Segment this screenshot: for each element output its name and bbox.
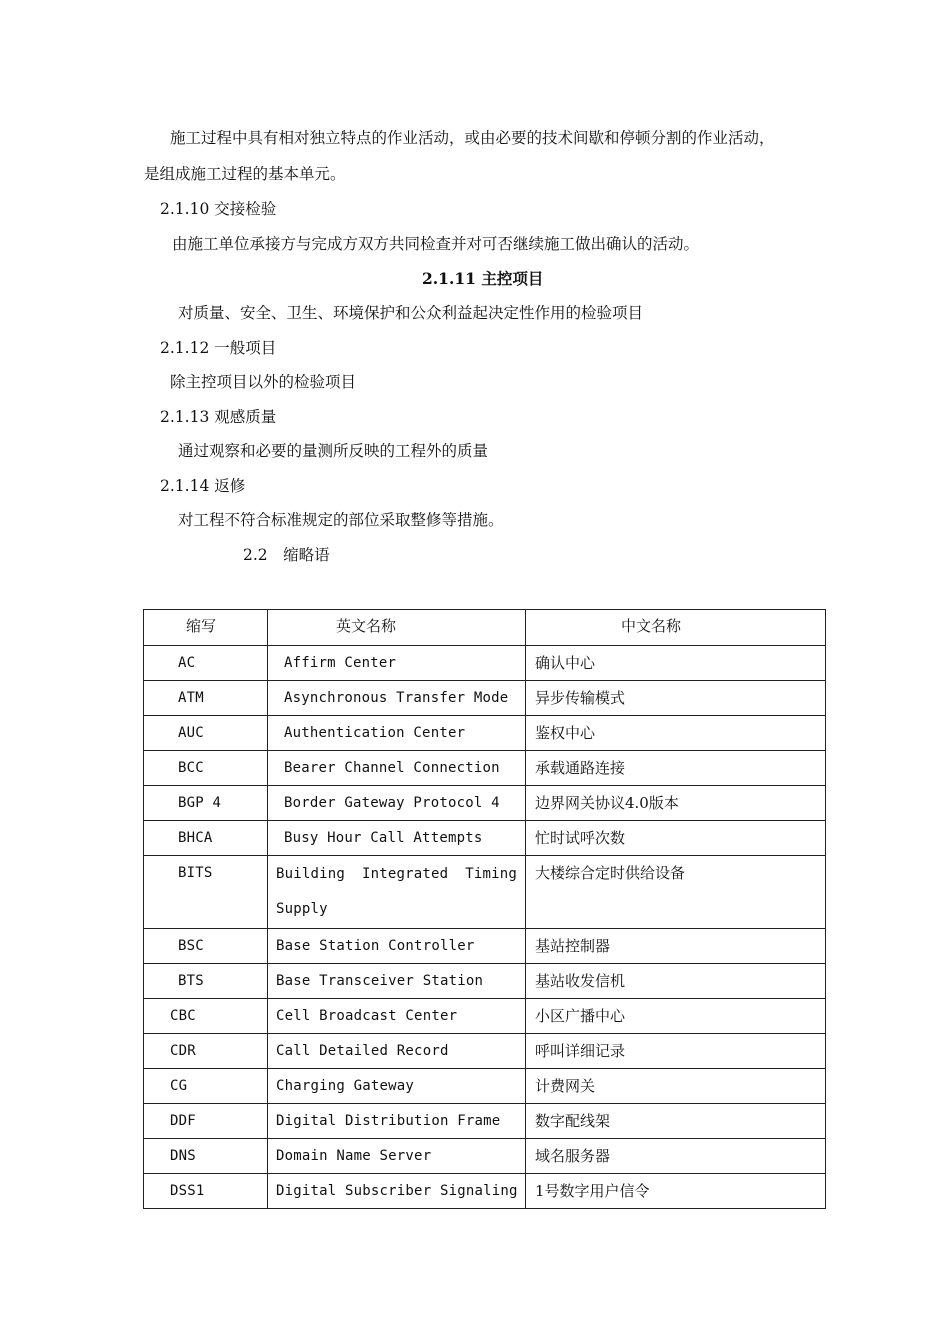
abbr-cell: DNS: [144, 1139, 268, 1174]
chinese-cell: 基站控制器: [526, 929, 826, 964]
abbreviation-table: [143, 609, 826, 1209]
chinese-cell: 1号数字用户信令: [526, 1174, 826, 1209]
abbr-cell: BCC: [144, 751, 268, 786]
column-header-english: 英文名称: [268, 610, 526, 646]
table-row: [144, 821, 826, 856]
english-cell: Base Transceiver Station: [268, 964, 526, 999]
chinese-cell: 异步传输模式: [526, 681, 826, 716]
column-header-abbr: 缩写: [144, 610, 268, 646]
section-heading: 2.1.12 一般项目: [160, 339, 277, 357]
chinese-cell: 呼叫详细记录: [526, 1034, 826, 1069]
abbr-cell: BHCA: [144, 821, 268, 856]
english-cell-line: Building Integrated Timing: [276, 866, 517, 882]
chinese-cell: 数字配线架: [526, 1104, 826, 1139]
abbr-cell: CBC: [144, 999, 268, 1034]
table-row: [144, 999, 826, 1034]
english-cell: [268, 856, 526, 929]
table-row: [144, 1034, 826, 1069]
section-heading: 2.1.13 观感质量: [160, 408, 277, 426]
table-row: [144, 786, 826, 821]
section-heading: 2.1.14 返修: [160, 477, 246, 495]
english-cell: Digital Subscriber Signaling: [268, 1174, 526, 1209]
table-row: [144, 1174, 826, 1209]
table-row: [144, 1069, 826, 1104]
english-cell: Charging Gateway: [268, 1069, 526, 1104]
paragraph: 是组成施工过程的基本单元。: [144, 165, 346, 183]
english-cell: Affirm Center: [268, 646, 526, 681]
english-cell: Bearer Channel Connection: [268, 751, 526, 786]
column-header-chinese: 中文名称: [526, 610, 826, 646]
table-row: [144, 1104, 826, 1139]
abbr-cell: DSS1: [144, 1174, 268, 1209]
paragraph: 对质量、安全、卫生、环境保护和公众利益起决定性作用的检验项目: [178, 304, 644, 322]
paragraph: 通过观察和必要的量测所反映的工程外的质量: [178, 442, 489, 460]
abbr-cell: BGP 4: [144, 786, 268, 821]
chinese-cell: 忙时试呼次数: [526, 821, 826, 856]
english-cell: Call Detailed Record: [268, 1034, 526, 1069]
english-cell: Asynchronous Transfer Mode: [268, 681, 526, 716]
paragraph: 由施工单位承接方与完成方双方共同检查并对可否继续施工做出确认的活动。: [172, 235, 700, 253]
section-heading: 2.2 缩略语: [243, 546, 330, 564]
chinese-cell: 大楼综合定时供给设备: [526, 856, 826, 929]
english-cell: Busy Hour Call Attempts: [268, 821, 526, 856]
table-row: [144, 646, 826, 681]
chinese-cell: 承载通路连接: [526, 751, 826, 786]
paragraph: 除主控项目以外的检验项目: [170, 373, 357, 391]
table-row: [144, 929, 826, 964]
english-cell: Base Station Controller: [268, 929, 526, 964]
table-row: [144, 964, 826, 999]
table-row: [144, 716, 826, 751]
section-heading: 2.1.11 主控项目: [422, 269, 544, 288]
abbr-cell: ATM: [144, 681, 268, 716]
english-cell-line: Supply: [276, 901, 328, 917]
chinese-cell: 鉴权中心: [526, 716, 826, 751]
english-cell: Digital Distribution Frame: [268, 1104, 526, 1139]
abbr-cell: AUC: [144, 716, 268, 751]
abbr-cell: BSC: [144, 929, 268, 964]
paragraph: 对工程不符合标准规定的部位采取整修等措施。: [178, 511, 504, 529]
table-row: [144, 856, 826, 929]
paragraph: 施工过程中具有相对独立特点的作业活动，或由必要的技术间歇和停顿分割的作业活动，: [170, 129, 775, 147]
english-cell: Domain Name Server: [268, 1139, 526, 1174]
table-header-row: [144, 610, 826, 646]
english-cell: Border Gateway Protocol 4: [268, 786, 526, 821]
chinese-cell: 计费网关: [526, 1069, 826, 1104]
section-heading: 2.1.10 交接检验: [160, 200, 277, 218]
chinese-cell: 基站收发信机: [526, 964, 826, 999]
chinese-cell: 域名服务器: [526, 1139, 826, 1174]
abbr-cell: AC: [144, 646, 268, 681]
abbr-cell: BTS: [144, 964, 268, 999]
abbr-cell: CDR: [144, 1034, 268, 1069]
table-row: [144, 681, 826, 716]
english-cell: Cell Broadcast Center: [268, 999, 526, 1034]
abbr-cell: BITS: [144, 856, 268, 929]
chinese-cell: 确认中心: [526, 646, 826, 681]
table-row: [144, 1139, 826, 1174]
english-cell: Authentication Center: [268, 716, 526, 751]
chinese-cell: 边界网关协议4.0版本: [526, 786, 826, 821]
abbr-cell: DDF: [144, 1104, 268, 1139]
abbr-cell: CG: [144, 1069, 268, 1104]
chinese-cell: 小区广播中心: [526, 999, 826, 1034]
table-row: [144, 751, 826, 786]
